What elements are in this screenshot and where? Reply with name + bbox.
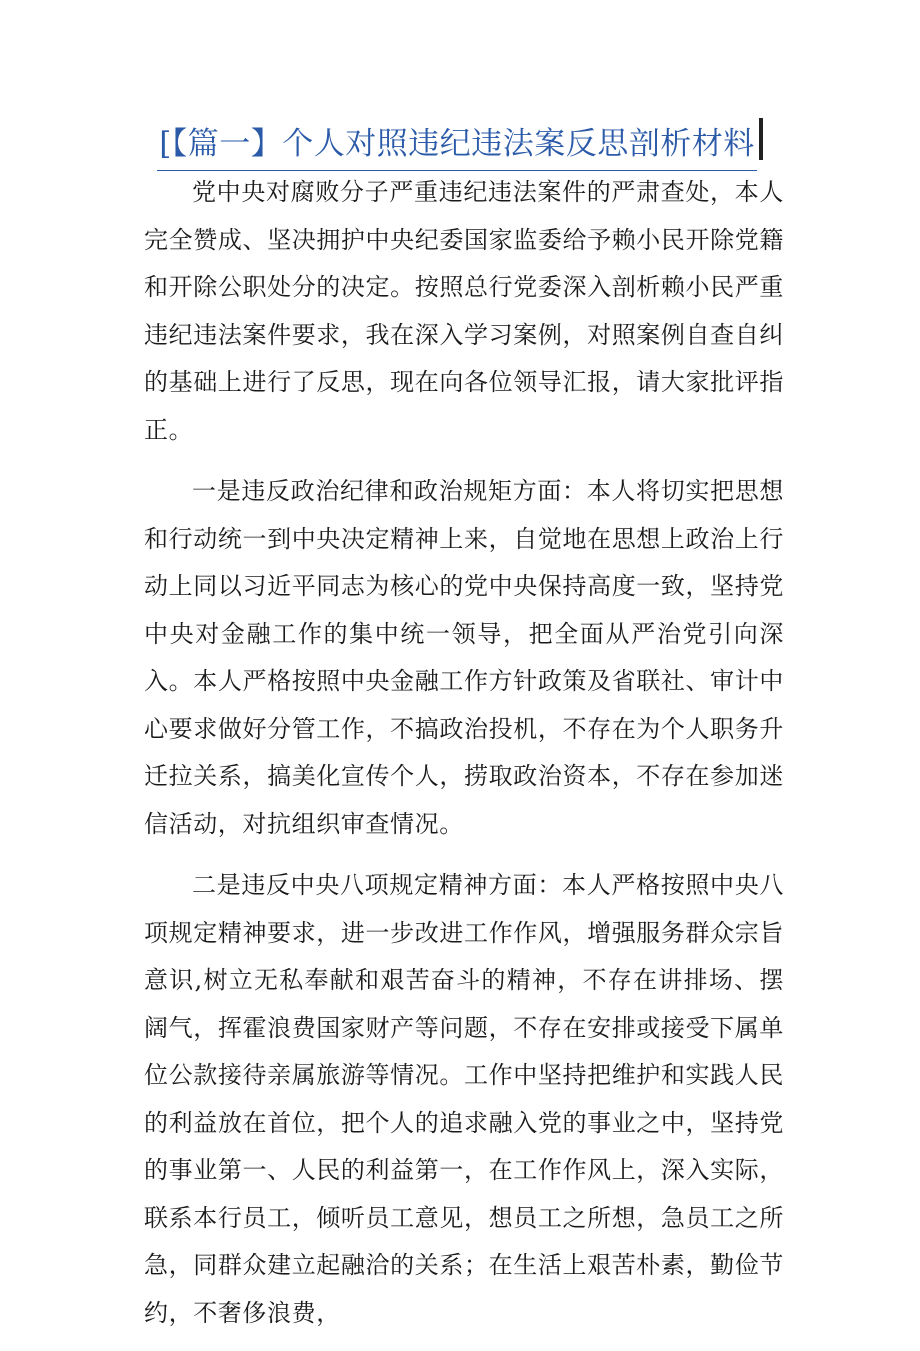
title-wrap: [0, 118, 920, 171]
paragraph-political-discipline: 一是违反政治纪律和政治规矩方面：本人将切实把思想和行动统一到中央决定精神上来，自觉地在思想上政治上行动上同以习近平同志为核心的党中央保持高度一致，坚持党中央对金融工作的集中统一领导，把全面从严治党引向深入。本人严格按照中央金融工作方针政策及省联社、审计中心要求做好分管工作，不搞政治投机，不存在为个人职务升迁拉关系，搞美化宣传个人，捞取政治资本，不存在参加迷信活动，对抗组织审查情况。: [144, 477, 784, 838]
document-title: [【篇一】个人对照违纪违法案反思剖析材料: [157, 120, 757, 171]
paragraph-intro: 党中央对腐败分子严重违纪违法案件的严肃查处，本人完全赞成、坚决拥护中央纪委国家监委给予赖小民开除党籍和开除公职处分的决定。按照总行党委深入剖析赖小民严重违纪违法案件要求，我在深入学习案例，对照案例自查自纠的基础上进行了反思，现在向各位领导汇报，请大家批评指正。: [144, 178, 784, 444]
document-body: [144, 169, 784, 1351]
text-cursor: [759, 118, 763, 160]
paragraph-eight-rules: 二是违反中央八项规定精神方面：本人严格按照中央八项规定精神要求，进一步改进工作作风，增强服务群众宗旨意识,树立无私奉献和艰苦奋斗的精神，不存在讲排场、摆阔气，挥霍浪费国家财产等问题，不存在安排或接受下属单位公款接待亲属旅游等情况。工作中坚持把维护和实践人民的利益放在首位，把个人的追求融入党的事业之中，坚持党的事业第一、人民的利益第一，在工作作风上，深入实际，联系本行员工，倾听员工意见，想员工之所想，急员工之所急，同群众建立起融洽的关系；在生活上艰苦朴素，勤俭节约，不奢侈浪费，: [144, 871, 784, 1327]
